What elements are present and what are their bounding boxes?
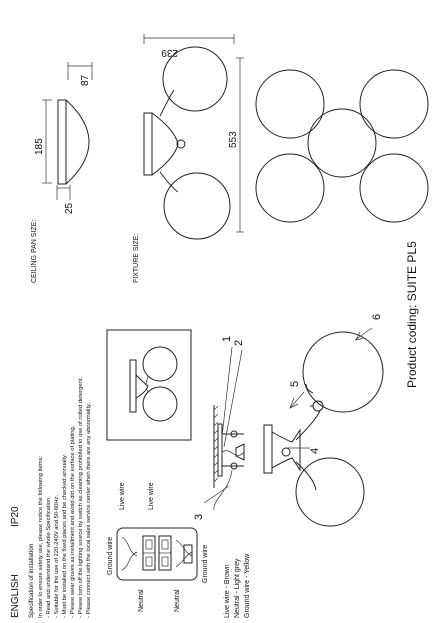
live-wire-label: Live wire [148,482,155,510]
globe-top-view [256,70,324,138]
neutral-label: Neutral [174,589,181,612]
callout-number: 6 [371,313,383,320]
callout-leaders [204,328,372,503]
instruction-line: - Must be installed on the fixed places and be checked annually. [62,454,68,618]
fixture-top-view [256,70,428,222]
ground-wire-label: Ground wire [107,536,114,575]
wire-legend-line: Live wire - Brown [224,564,231,618]
globe-top-view [360,154,428,222]
wire-legend-line: Ground wire - Yellow [244,553,251,618]
callout-number: 3 [193,513,205,520]
terminal-block [117,528,197,580]
instruction-line: - Please connect with the local sales service center when there are any abnormality. [86,402,92,618]
live-wire-label: Live wire [119,482,126,510]
language-label: ENGLISH [10,574,21,618]
instruction-line: - Read and understand the whole Specification. [46,496,52,618]
callout-number: 1 [221,335,233,342]
globe-top-view [308,109,376,177]
wiring-diagram [107,482,251,618]
product-coding: Product coding: SUITE PL5 [405,241,419,388]
wire-legend-line: Neutral - Light grey [234,558,241,618]
instruction-line: - Please turn off the lighting source by switch as cleaning prohibited to use of rotted detergent. [78,377,84,618]
globe-top-view [256,154,324,222]
spec-title: Specification of installation [28,543,35,618]
instruction-line: - Suitable for the use of 220-240V and 50-60Hz. [54,494,60,618]
instruction-line: - Please wear gloves as installment and avoid dirt on the surface of plating. [70,425,76,618]
pan-depth-dim: 87 [80,74,91,86]
globe-top-view [360,70,428,138]
inset-fixture-thumbnail [107,330,191,440]
fixture-size-label: FIXTURE SIZE: [133,233,140,283]
neutral-label: Neutral [138,589,145,612]
ceiling-pan-drawing [31,62,92,283]
fixture-body [264,332,383,526]
ground-wire-label: Ground wire [202,544,209,583]
fixture-side-view [133,34,244,283]
callout-number: 2 [233,339,245,346]
fixture-width-dim: 553 [228,131,239,148]
pan-height-dim: 25 [64,202,75,214]
ceiling-pan-label: CEILING PAN SIZE: [31,219,38,283]
callout-number: 4 [309,447,321,454]
instruction-line: In order to ensure safety use, please notice the following items: [38,455,44,618]
fixture-height-dim: 239 [161,47,178,58]
header-block [10,377,92,618]
callout-number: 5 [289,380,301,387]
pan-diameter-dim: 185 [34,138,45,155]
ip-rating: IP20 [10,506,21,527]
